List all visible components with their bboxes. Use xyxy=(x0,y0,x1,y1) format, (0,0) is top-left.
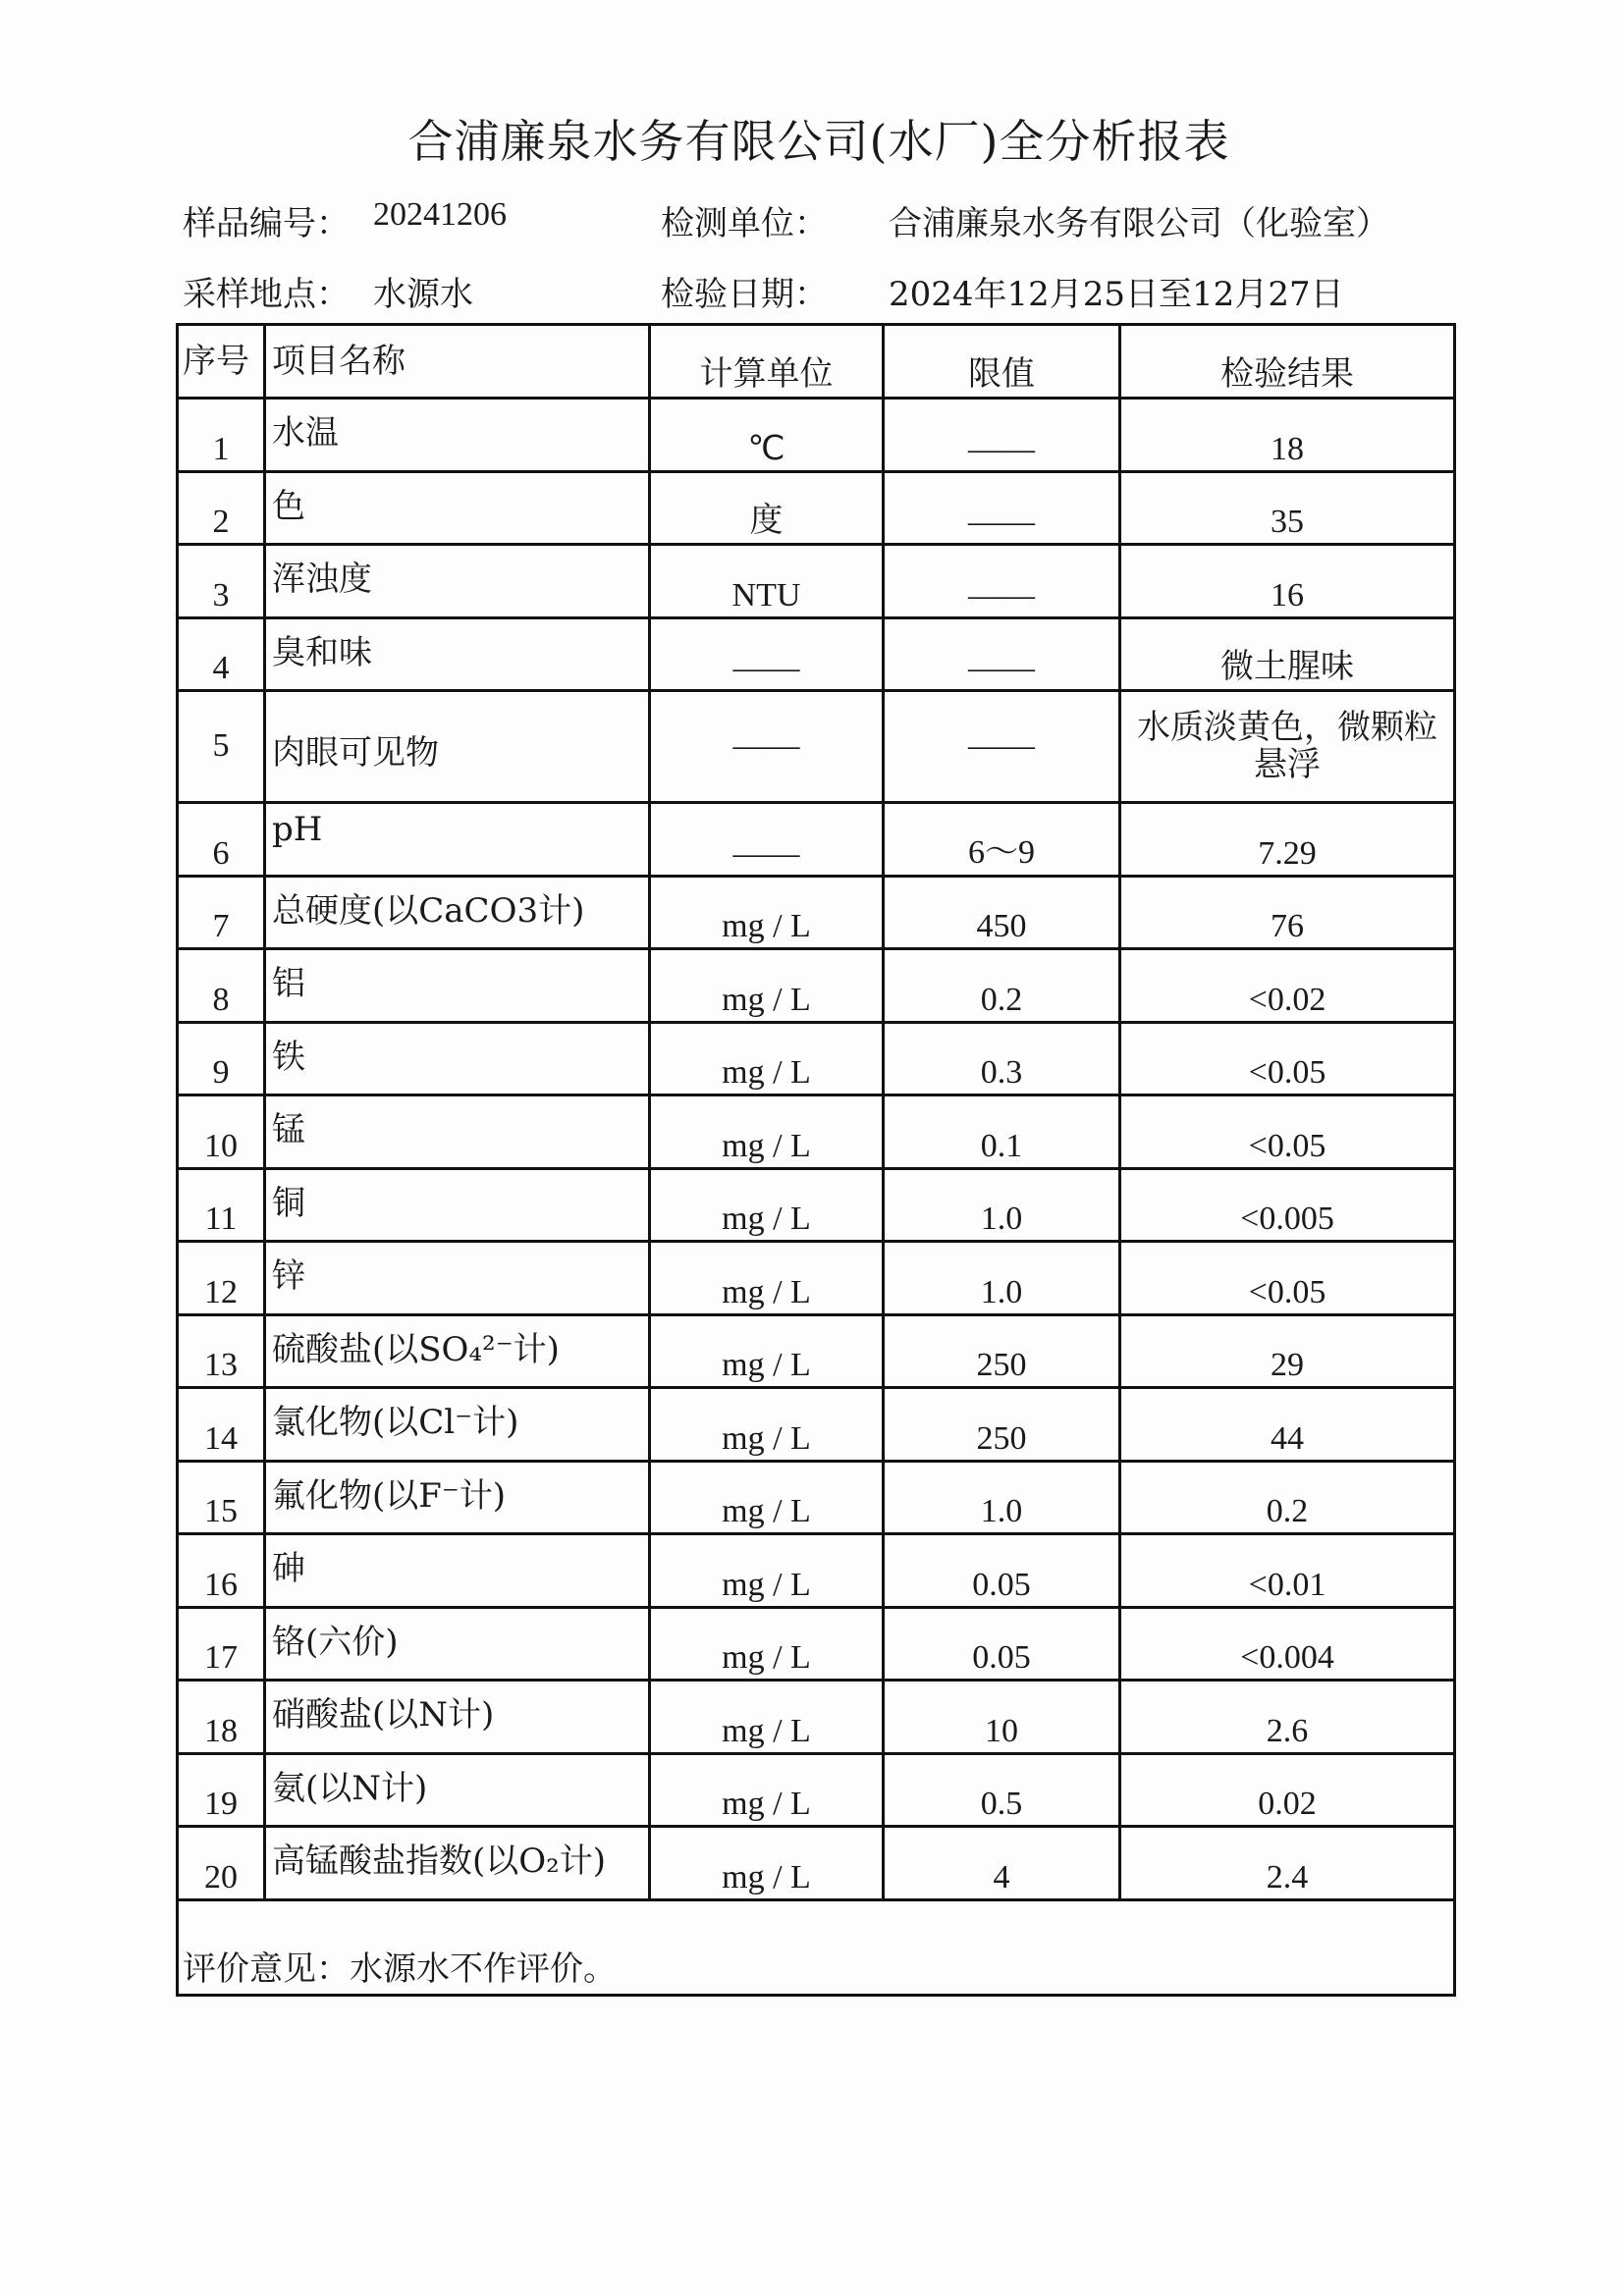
row-limit: 1.0 xyxy=(884,1168,1120,1242)
row-result: 29 xyxy=(1120,1314,1455,1388)
row-result: 7.29 xyxy=(1120,803,1455,877)
row-item-name: 铜 xyxy=(265,1168,650,1242)
row-result: <0.05 xyxy=(1120,1242,1455,1315)
row-seq: 8 xyxy=(178,949,265,1023)
table-row xyxy=(178,1022,1455,1095)
table-row xyxy=(178,1827,1455,1900)
row-unit: —— xyxy=(650,617,884,691)
row-limit: 0.2 xyxy=(884,949,1120,1023)
row-seq: 1 xyxy=(178,399,265,472)
remark-row xyxy=(178,1899,1455,1995)
row-result: 2.6 xyxy=(1120,1681,1455,1754)
row-limit: 0.3 xyxy=(884,1022,1120,1095)
row-item-name: 色 xyxy=(265,471,650,545)
row-unit: mg / L xyxy=(650,1168,884,1242)
unit-label: 检测单位： xyxy=(661,204,828,243)
row-unit: NTU xyxy=(650,545,884,618)
row-unit: mg / L xyxy=(650,1534,884,1608)
row-result: 2.4 xyxy=(1120,1827,1455,1900)
table-row xyxy=(178,471,1455,545)
sampling-site: 水源水 xyxy=(373,275,473,314)
row-seq: 3 xyxy=(178,545,265,618)
sample-no: 20241206 xyxy=(373,196,507,233)
row-seq: 15 xyxy=(178,1461,265,1534)
row-seq: 9 xyxy=(178,1022,265,1095)
table-row xyxy=(178,1534,1455,1608)
row-item-name: 砷 xyxy=(265,1534,650,1608)
evaluation-remark: 评价意见：水源水不作评价。 xyxy=(178,1899,1455,1995)
row-seq: 14 xyxy=(178,1388,265,1462)
row-unit: mg / L xyxy=(650,1314,884,1388)
table-row xyxy=(178,617,1455,691)
row-result: <0.02 xyxy=(1120,949,1455,1023)
row-result: <0.01 xyxy=(1120,1534,1455,1608)
row-seq: 16 xyxy=(178,1534,265,1608)
row-item-name: 氯化物(以Cl⁻计) xyxy=(265,1388,650,1462)
table-row xyxy=(178,1388,1455,1462)
row-unit: 度 xyxy=(650,471,884,545)
table-row xyxy=(178,876,1455,949)
row-item-name: 氟化物(以F⁻计) xyxy=(265,1461,650,1534)
row-result: <0.004 xyxy=(1120,1607,1455,1681)
row-unit: ℃ xyxy=(650,399,884,472)
table-row xyxy=(178,1753,1455,1827)
row-limit: 4 xyxy=(884,1827,1120,1900)
row-item-name: 水温 xyxy=(265,399,650,472)
row-unit: mg / L xyxy=(650,1827,884,1900)
row-unit: mg / L xyxy=(650,1095,884,1169)
table-row xyxy=(178,399,1455,472)
row-seq: 11 xyxy=(178,1168,265,1242)
row-unit: —— xyxy=(650,691,884,803)
row-result: 16 xyxy=(1120,545,1455,618)
testing-unit: 合浦廉泉水务有限公司（化验室） xyxy=(889,204,1389,243)
row-unit: mg / L xyxy=(650,1388,884,1462)
site-label: 采样地点： xyxy=(183,275,350,314)
row-seq: 5 xyxy=(178,691,265,803)
row-seq: 19 xyxy=(178,1753,265,1827)
table-row xyxy=(178,1681,1455,1754)
row-item-name: 肉眼可见物 xyxy=(265,691,650,803)
row-seq: 18 xyxy=(178,1681,265,1754)
analysis-table xyxy=(176,323,1456,1997)
row-limit: 6～9 xyxy=(884,803,1120,877)
row-limit: —— xyxy=(884,617,1120,691)
row-item-name: 铁 xyxy=(265,1022,650,1095)
row-limit: 1.0 xyxy=(884,1461,1120,1534)
table-row xyxy=(178,1242,1455,1315)
row-seq: 13 xyxy=(178,1314,265,1388)
row-limit: —— xyxy=(884,471,1120,545)
row-item-name: 硝酸盐(以N计) xyxy=(265,1681,650,1754)
row-seq: 20 xyxy=(178,1827,265,1900)
row-item-name: 锰 xyxy=(265,1095,650,1169)
row-limit: —— xyxy=(884,691,1120,803)
row-result: 44 xyxy=(1120,1388,1455,1462)
row-unit: —— xyxy=(650,803,884,877)
row-result: <0.005 xyxy=(1120,1168,1455,1242)
row-result: 水质淡黄色，微颗粒悬浮 xyxy=(1120,691,1455,803)
row-unit: mg / L xyxy=(650,1681,884,1754)
row-item-name: 锌 xyxy=(265,1242,650,1315)
row-unit: mg / L xyxy=(650,1242,884,1315)
header-unit: 计算单位 xyxy=(650,325,884,399)
row-result: <0.05 xyxy=(1120,1022,1455,1095)
row-seq: 12 xyxy=(178,1242,265,1315)
sample-no-label: 样品编号： xyxy=(183,204,350,243)
header-seq: 序号 xyxy=(178,325,265,399)
row-limit: 0.05 xyxy=(884,1534,1120,1608)
row-seq: 2 xyxy=(178,471,265,545)
row-limit: 1.0 xyxy=(884,1242,1120,1315)
row-limit: —— xyxy=(884,399,1120,472)
row-item-name: 铬(六价) xyxy=(265,1607,650,1681)
row-limit: 450 xyxy=(884,876,1120,949)
row-limit: 0.1 xyxy=(884,1095,1120,1169)
row-unit: mg / L xyxy=(650,1461,884,1534)
table-row xyxy=(178,1314,1455,1388)
row-item-name: 臭和味 xyxy=(265,617,650,691)
row-limit: —— xyxy=(884,545,1120,618)
table-row xyxy=(178,545,1455,618)
row-seq: 10 xyxy=(178,1095,265,1169)
row-item-name: 铝 xyxy=(265,949,650,1023)
row-result: <0.05 xyxy=(1120,1095,1455,1169)
table-row xyxy=(178,1168,1455,1242)
row-unit: mg / L xyxy=(650,1753,884,1827)
row-seq: 4 xyxy=(178,617,265,691)
row-unit: mg / L xyxy=(650,949,884,1023)
row-limit: 10 xyxy=(884,1681,1120,1754)
header-limit: 限值 xyxy=(884,325,1120,399)
row-item-name: 氨(以N计) xyxy=(265,1753,650,1827)
table-row xyxy=(178,1095,1455,1169)
row-item-name: 高锰酸盐指数(以O₂计) xyxy=(265,1827,650,1900)
row-result: 微土腥味 xyxy=(1120,617,1455,691)
date-label: 检验日期： xyxy=(661,275,828,314)
row-unit: mg / L xyxy=(650,1607,884,1681)
test-date: 2024年12月25日至12月27日 xyxy=(889,275,1344,314)
table-row xyxy=(178,1607,1455,1681)
row-result: 0.02 xyxy=(1120,1753,1455,1827)
row-limit: 0.05 xyxy=(884,1607,1120,1681)
row-result: 18 xyxy=(1120,399,1455,472)
table-row xyxy=(178,1461,1455,1534)
row-item-name: 总硬度(以CaCO3计) xyxy=(265,876,650,949)
row-seq: 7 xyxy=(178,876,265,949)
row-seq: 17 xyxy=(178,1607,265,1681)
table-row xyxy=(178,803,1455,877)
row-limit: 0.5 xyxy=(884,1753,1120,1827)
row-unit: mg / L xyxy=(650,1022,884,1095)
row-seq: 6 xyxy=(178,803,265,877)
row-result: 0.2 xyxy=(1120,1461,1455,1534)
row-result: 35 xyxy=(1120,471,1455,545)
table-row xyxy=(178,691,1455,803)
report-title: 合浦廉泉水务有限公司(水厂)全分析报表 xyxy=(407,115,1230,168)
table-header-row xyxy=(178,325,1455,399)
row-unit: mg / L xyxy=(650,876,884,949)
table-row xyxy=(178,949,1455,1023)
row-item-name: 浑浊度 xyxy=(265,545,650,618)
row-limit: 250 xyxy=(884,1388,1120,1462)
row-limit: 250 xyxy=(884,1314,1120,1388)
row-item-name: 硫酸盐(以SO₄²⁻计) xyxy=(265,1314,650,1388)
row-item-name: pH xyxy=(265,803,650,877)
header-name: 项目名称 xyxy=(265,325,650,399)
header-result: 检验结果 xyxy=(1120,325,1455,399)
row-result: 76 xyxy=(1120,876,1455,949)
